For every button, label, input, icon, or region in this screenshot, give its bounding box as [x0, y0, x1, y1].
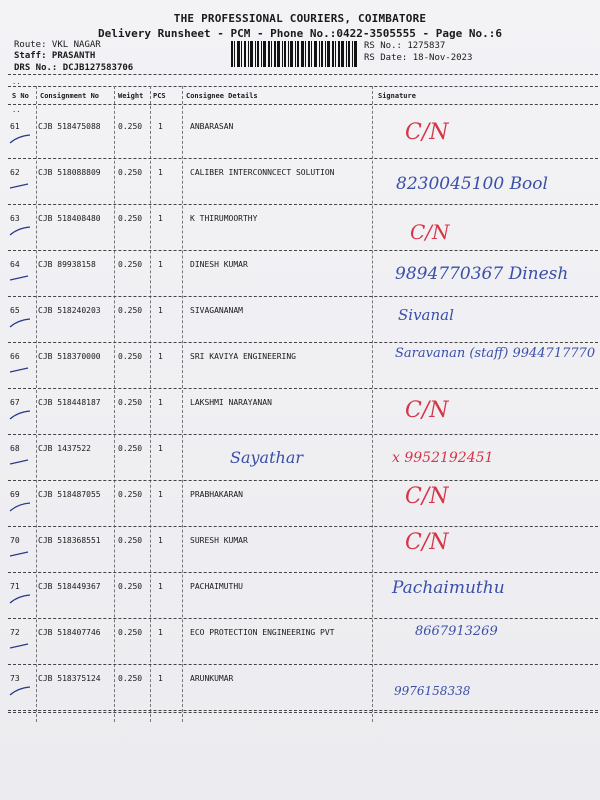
row-divider [8, 204, 598, 205]
row-divider [8, 664, 598, 665]
tick-mark-icon [8, 592, 32, 606]
row-sno: 61 [10, 122, 20, 131]
header-divider [8, 74, 598, 75]
row-consignee: ARUNKUMAR [190, 674, 234, 683]
row-consignee: SIVAGANANAM [190, 306, 243, 315]
row-consignment-no: CJB 518448187 [38, 398, 101, 407]
row-weight: 0.250 [118, 674, 143, 683]
row-signature: 8667913269 [415, 624, 498, 639]
table-row [0, 482, 600, 528]
row-sno: 67 [10, 398, 20, 407]
row-consignee: ECO PROTECTION ENGINEERING PVT [190, 628, 335, 637]
table-row [0, 298, 600, 344]
row-signature: 9976158338 [394, 684, 471, 698]
row-weight: 0.250 [118, 260, 143, 269]
tick-mark-icon [8, 638, 32, 652]
row-divider [8, 480, 598, 481]
col-header-sno: S No [12, 92, 29, 100]
row-sno: 69 [10, 490, 20, 499]
row-sno: 65 [10, 306, 20, 315]
row-sno: 71 [10, 582, 20, 591]
row-sno: 68 [10, 444, 20, 453]
row-sno: 70 [10, 536, 20, 545]
row-signature: Sivanal [398, 306, 454, 324]
row-consignment-no: CJB 518449367 [38, 582, 101, 591]
row-sno: 64 [10, 260, 20, 269]
row-consignment-no: CJB 518407746 [38, 628, 101, 637]
tick-mark-icon [8, 362, 32, 376]
row-signature: C/N [405, 530, 449, 555]
row-consignment-no: CJB 1437522 [38, 444, 91, 453]
table-row [0, 620, 600, 666]
rs-date: RS Date: 18-Nov-2023 [364, 53, 473, 63]
row-pcs: 1 [158, 306, 163, 315]
row-weight: 0.250 [118, 168, 143, 177]
table-row [0, 344, 600, 390]
tick-mark-icon [8, 546, 32, 560]
table-row [0, 160, 600, 206]
row-consignment-no: CJB 518368551 [38, 536, 101, 545]
row-divider [8, 250, 598, 251]
col-header-signature: Signature [378, 92, 416, 100]
row-handwritten-note: Sayathar [230, 448, 303, 467]
columns-top-divider [8, 86, 598, 87]
tick-mark-icon [8, 684, 32, 698]
row-divider [8, 342, 598, 343]
row-weight: 0.250 [118, 122, 143, 131]
row-weight: 0.250 [118, 628, 143, 637]
tick-mark-icon [8, 454, 32, 468]
row-consignee: SRI KAVIYA ENGINEERING [190, 352, 296, 361]
row-signature: x 9952192451 [392, 450, 494, 466]
route-label: Route: VKL NAGAR [14, 40, 101, 50]
tick-mark-icon [8, 132, 32, 146]
row-pcs: 1 [158, 490, 163, 499]
tick-mark-icon [8, 316, 32, 330]
tick-mark-icon [8, 500, 32, 514]
row-pcs: 1 [158, 122, 163, 131]
row-consignment-no: CJB 518475088 [38, 122, 101, 131]
row-pcs: 1 [158, 398, 163, 407]
row-weight: 0.250 [118, 444, 143, 453]
row-sno: 62 [10, 168, 20, 177]
row-consignee: DINESH KUMAR [190, 260, 248, 269]
staff-label: Staff: PRASANTH [14, 51, 96, 61]
table-row [0, 206, 600, 252]
row-pcs: 1 [158, 214, 163, 223]
tick-mark-icon [8, 224, 32, 238]
row-consignee: ANBARASAN [190, 122, 234, 131]
row-consignment-no: CJB 518088809 [38, 168, 101, 177]
row-consignee: CALIBER INTERCONNCECT SOLUTION [190, 168, 335, 177]
table-row [0, 390, 600, 436]
row-divider [8, 158, 598, 159]
row-weight: 0.250 [118, 306, 143, 315]
row-signature: Saravanan (staff) 9944717770 [395, 346, 596, 361]
col-header-pcs: PCS [153, 92, 166, 100]
row-weight: 0.250 [118, 352, 143, 361]
row-pcs: 1 [158, 168, 163, 177]
row-divider [8, 388, 598, 389]
row-pcs: 1 [158, 444, 163, 453]
row-signature: C/N [410, 220, 450, 244]
row-sno: 63 [10, 214, 20, 223]
row-signature: C/N [405, 398, 449, 423]
row-pcs: 1 [158, 628, 163, 637]
row-pcs: 1 [158, 260, 163, 269]
row-divider [8, 710, 598, 711]
row-consignment-no: CJB 89938158 [38, 260, 96, 269]
runsheet-page: THE PROFESSIONAL COURIERS, COIMBATORE Delivery Runsheet - PCM - Phone No.:0422-3505555 - Page No.:6 Route: VKL NAGAR Staff: PRASANTH DRS No.: DCJB127583706 RS No.: 1275837 RS Date: 18-Nov-2023 .. S No Consignment No Weight PCS Consignee Details Signature .. 61 CJB 518475088 0.250 1 ANBARASAN C/N 62 CJB 518088809 0.250 1 CALIBER INTERCONNCECT SOLUTION 8230045100 Bool 63 CJB 518408480 0.250 1 K THIRUMOORTHY C/N 64 CJB 89938158 0.250 1 DINESH KUMAR 9894770367 Dinesh 65 CJB 518240203 0.250 1 SIVAGANANAM Sivanal 66 CJB 518370000 0.250 1 SRI KAVIYA ENGINEERING Saravanan (staff) 9944717770 67 CJB 518448187 0.250 1 LAKSHMI NARAYANAN C/N 68 CJB 1437522 0.250 1 x 9952192451 Sayathar 69 CJB 518487055 0.250 1 PRABHAKARAN C/N 70 CJB 518368551 0.250 1 SURESH KUMAR C/N 71 CJB 518449367 0.250 1 PACHAIMUTHU Pachaimuthu 72 CJB 518407746 0.250 1 ECO PROTECTION ENGINEERING PVT 8667913269 73 CJB 518375124 0.250 1 ARUNKUMAR 9976158338 [0, 0, 600, 800]
row-sno: 66 [10, 352, 20, 361]
table-row [0, 574, 600, 620]
row-weight: 0.250 [118, 398, 143, 407]
row-signature: C/N [405, 484, 449, 509]
row-divider [8, 296, 598, 297]
row-weight: 0.250 [118, 214, 143, 223]
row-pcs: 1 [158, 582, 163, 591]
tick-mark-icon [8, 270, 32, 284]
row-sno: 73 [10, 674, 20, 683]
row-weight: 0.250 [118, 490, 143, 499]
row-consignment-no: CJB 518408480 [38, 214, 101, 223]
row-signature: C/N [405, 120, 449, 145]
row-divider [8, 434, 598, 435]
row-weight: 0.250 [118, 582, 143, 591]
rs-number: RS No.: 1275837 [364, 41, 446, 51]
row-signature: Pachaimuthu [392, 578, 505, 598]
row-weight: 0.250 [118, 536, 143, 545]
row-signature: 9894770367 Dinesh [395, 264, 569, 284]
row-consignee: PRABHAKARAN [190, 490, 243, 499]
company-title: THE PROFESSIONAL COURIERS, COIMBATORE [173, 12, 427, 25]
columns-bottom-divider [8, 104, 598, 105]
table-row [0, 252, 600, 298]
row-consignee: PACHAIMUTHU [190, 582, 243, 591]
barcode-icon [231, 41, 358, 67]
row-consignment-no: CJB 518240203 [38, 306, 101, 315]
table-end-divider [8, 712, 598, 713]
row-pcs: 1 [158, 352, 163, 361]
table-row [0, 436, 600, 482]
col-header-weight: Weight [118, 92, 144, 100]
row-consignee: LAKSHMI NARAYANAN [190, 398, 272, 407]
tick-mark-icon [8, 408, 32, 422]
row-divider [8, 572, 598, 573]
row-consignee: SURESH KUMAR [190, 536, 248, 545]
table-row [0, 528, 600, 574]
row-pcs: 1 [158, 536, 163, 545]
table-row [0, 114, 600, 160]
row-consignee: K THIRUMOORTHY [190, 214, 258, 223]
col-header-consignee: Consignee Details [186, 92, 258, 100]
row-sno: 72 [10, 628, 20, 637]
table-row [0, 666, 600, 712]
tick-mark-icon [8, 178, 32, 192]
col-header-consignment: Consignment No [40, 92, 100, 100]
row-consignment-no: CJB 518487055 [38, 490, 101, 499]
runsheet-subtitle: Delivery Runsheet - PCM - Phone No.:0422-3505555 - Page No.:6 [98, 27, 502, 40]
row-divider [8, 526, 598, 527]
row-divider [8, 618, 598, 619]
drs-label: DRS No.: DCJB127583706 [14, 63, 134, 73]
row-consignment-no: CJB 518375124 [38, 674, 101, 683]
row-pcs: 1 [158, 674, 163, 683]
row-consignment-no: CJB 518370000 [38, 352, 101, 361]
row-signature: 8230045100 Bool [396, 174, 548, 194]
